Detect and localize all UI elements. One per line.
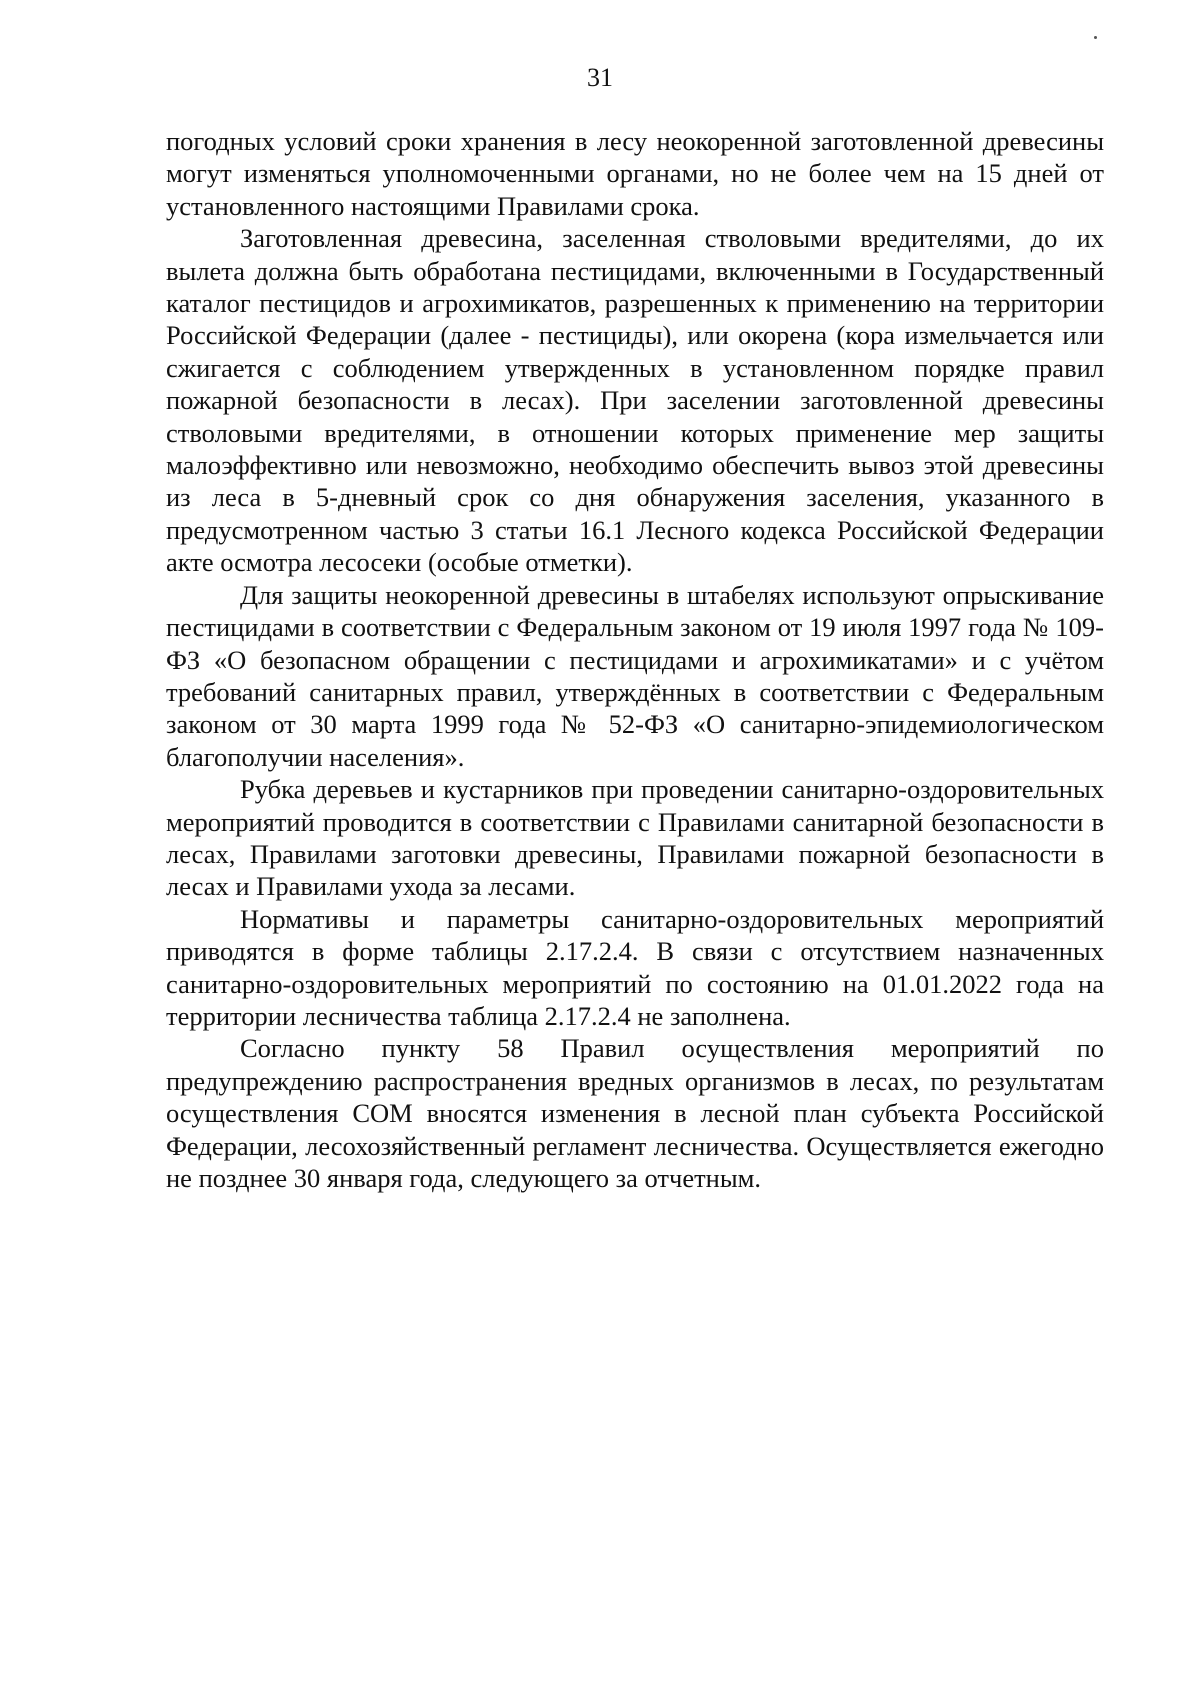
page-number: 31 [587,63,613,92]
paragraph-stack-protection: Для защиты неокоренной древесины в штабелях используют опрыскивание пестицидами в соответствии с Федеральным законом от 19 июля 1997 года № 109-ФЗ «О безопасном обращении с пестицидами и агрохимикатами» и с учётом требований санитарных правил, утверждённых в соответствии с Федеральным законом от 30 марта 1999 года № 52-ФЗ «О санитарно-эпидемиологическом благополучии населения». [166,579,1104,772]
paragraph-forest-plan-changes: Согласно пункту 58 Правил осуществления мероприятий по предупреждению распространения вредных организмов в лесах, по результатам осуществления СОМ вносятся изменения в лесной план субъекта Российской Федерации, лесохозяйственный регламент лесничества. Осуществляется ежегодно не позднее 30 января года, следующего за отчетным. [166,1033,1104,1193]
paragraph-infested-wood: Заготовленная древесина, заселенная стволовыми вредителями, до их вылета должна быть обработана пестицидами, включенными в Государственный каталог пестицидов и агрохимикатов, разрешенных к применению на территории Российской Федерации (далее - пестициды), или окорена (кора измельчается или сжигается с соблюдением утвержденных в установленном порядке правил пожарной безопасности в лесах). При заселении заготовленной древесины стволовыми вредителями, в отношении которых применение мер защиты малоэффективно или невозможно, необходимо обеспечить вывоз этой древесины из леса в 5-дневный срок со дня обнаружения заселения, указанного в предусмотренном частью 3 статьи 16.1 Лесного кодекса Российской Федерации акте осмотра лесосеки (особые отметки). [166,223,1104,578]
document-body [166,125,1104,1194]
paragraph-norms-table: Нормативы и параметры санитарно-оздоровительных мероприятий приводятся в форме таблицы 2.17.2.4. В связи с отсутствием назначенных санитарно-оздоровительных мероприятий по состоянию на 01.01.2022 года на территории лесничества таблица 2.17.2.4 не заполнена. [166,903,1104,1031]
paragraph-continuation: погодных условий сроки хранения в лесу неокоренной заготовленной древесины могут изменяться уполномоченными органами, но не более чем на 15 дней от установленного настоящими Правилами срока. [166,126,1104,221]
scan-artifact-dot [1094,36,1097,39]
paragraph-sanitary-felling: Рубка деревьев и кустарников при проведении санитарно-оздоровительных мероприятий проводится в соответствии с Правилами санитарной безопасности в лесах, Правилами заготовки древесины, Правилами пожарной безопасности в лесах и Правилами ухода за лесами. [166,774,1104,902]
